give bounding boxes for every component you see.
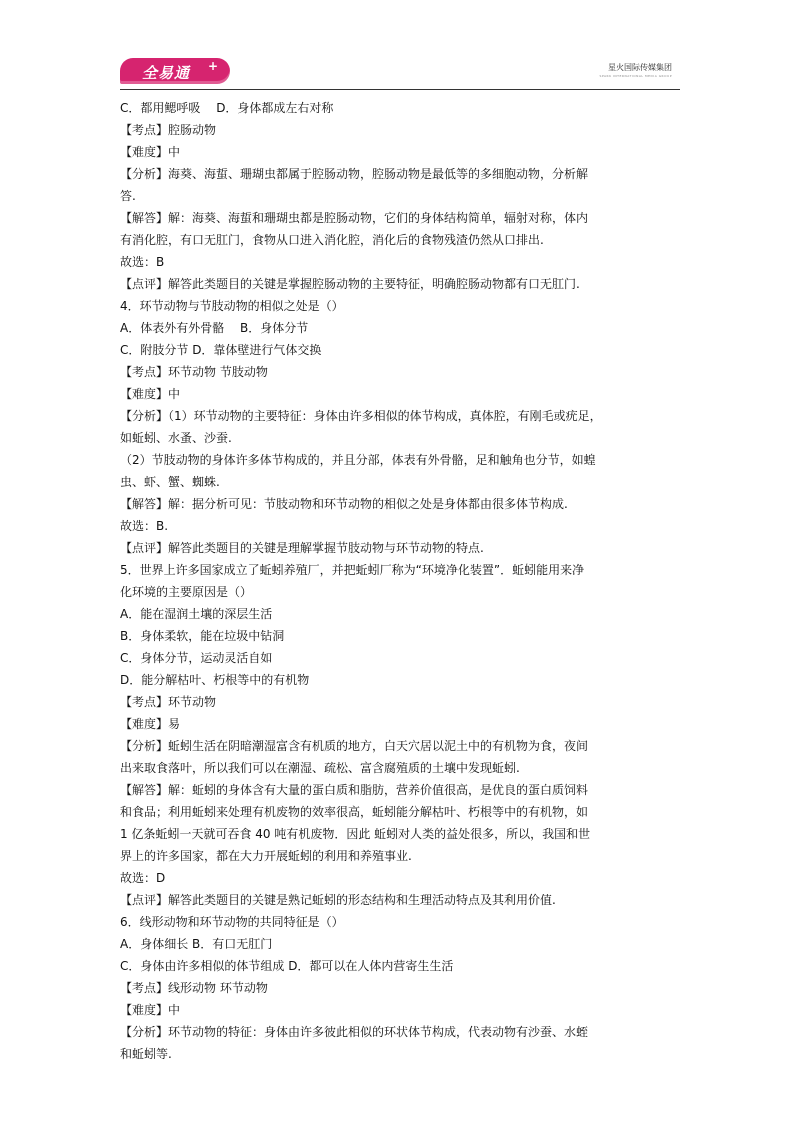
text-line: 答. xyxy=(120,189,136,203)
text-line: C．身体分节，运动灵活自如 xyxy=(120,651,273,665)
page-header xyxy=(120,56,680,88)
text-line: 化环境的主要原因是（） xyxy=(120,585,253,599)
text-line: C．附肢分节 D．靠体壁进行气体交换 xyxy=(120,343,322,357)
header-divider xyxy=(120,89,680,90)
text-line: 界上的许多国家，都在大力开展蚯蚓的利用和养殖事业. xyxy=(120,849,412,863)
text-line: 故选：B. xyxy=(120,519,169,533)
text-line: A．体表外有外骨骼 B．身体分节 xyxy=(120,321,309,335)
text-line: 【难度】易 xyxy=(120,717,181,731)
text-line: 有消化腔，有口无肛门，食物从口进入消化腔，消化后的食物残渣仍然从口排出. xyxy=(120,233,544,247)
text-line: 故选：D xyxy=(120,871,166,885)
text-line: 【解答】解：蚯蚓的身体含有大量的蛋白质和脂肪，营养价值很高，是优良的蛋白质饲料 xyxy=(120,783,589,797)
text-line: 【考点】线形动物 环节动物 xyxy=(120,981,268,995)
text-line: 【考点】环节动物 xyxy=(120,695,217,709)
text-line: 5．世界上许多国家成立了蚯蚓养殖厂，并把蚯蚓厂称为“环境净化装置”．蚯蚓能用来净 xyxy=(120,563,585,577)
text-line: 出来取食落叶，所以我们可以在潮湿、疏松、富含腐殖质的土壤中发现蚯蚓. xyxy=(120,761,520,775)
text-line: 和食品；利用蚯蚓来处理有机废物的效率很高，蚯蚓能分解枯叶、朽根等中的有机物，如 xyxy=(120,805,589,819)
text-line: A．身体细长 B．有口无肛门 xyxy=(120,937,273,951)
text-line: 故选：B xyxy=(120,255,165,269)
text-line: D．能分解枯叶、朽根等中的有机物 xyxy=(120,673,310,687)
text-line: 【点评】解答此类题目的关键是掌握腔肠动物的主要特征，明确腔肠动物都有口无肛门. xyxy=(120,277,580,291)
text-line: 【难度】中 xyxy=(120,387,181,401)
text-line: 如蚯蚓、水蚤、沙蚕. xyxy=(120,431,232,445)
text-line: B．身体柔软，能在垃圾中钻洞 xyxy=(120,629,285,643)
text-line: 【分析】蚯蚓生活在阴暗潮湿富含有机质的地方，白天穴居以泥土中的有机物为食，夜间 xyxy=(120,739,589,753)
text-line: 【分析】环节动物的特征：身体由许多彼此相似的环状体节构成，代表动物有沙蚕、水蛭 xyxy=(120,1025,589,1039)
text-line: 【难度】中 xyxy=(120,1003,181,1017)
text-line: 1 亿条蚯蚓一天就可吞食 40 吨有机废物．因此 蚯蚓对人类的益处很多，所以，我国和世 xyxy=(120,827,591,841)
text-line: 【考点】腔肠动物 xyxy=(120,123,217,137)
text-line: 【点评】解答此类题目的关键是熟记蚯蚓的形态结构和生理活动特点及其利用价值. xyxy=(120,893,556,907)
text-line: C．都用鳃呼吸 D．身体都成左右对称 xyxy=(120,101,334,115)
text-line: 【分析】（1）环节动物的主要特征：身体由许多相似的体节构成，真体腔，有刚毛或疣足， xyxy=(120,409,602,423)
logo-plus-icon: + xyxy=(208,59,219,73)
logo-text: 全易通 xyxy=(142,64,191,82)
text-line: 和蚯蚓等. xyxy=(120,1047,172,1061)
brand-subtitle: SPARK INTERNATIONAL MEDIA GROUP xyxy=(599,74,672,78)
text-line: 【分析】海葵、海蜇、珊瑚虫都属于腔肠动物，腔肠动物是最低等的多细胞动物，分析解 xyxy=(120,167,589,181)
text-line: （2）节肢动物的身体许多体节构成的，并且分部，体表有外骨骼，足和触角也分节，如蝗 xyxy=(120,453,596,467)
text-line: 【点评】解答此类题目的关键是理解掌握节肢动物与环节动物的特点. xyxy=(120,541,484,555)
text-line: 虫、虾、蟹、蜘蛛. xyxy=(120,475,220,489)
document-body xyxy=(120,97,685,1065)
brand-name: 星火国际传媒集团 xyxy=(608,63,672,72)
text-line: C．身体由许多相似的体节组成 D．都可以在人体内营寄生生活 xyxy=(120,959,454,973)
text-line: 6．线形动物和环节动物的共同特征是（） xyxy=(120,915,344,929)
text-line: 4．环节动物与节肢动物的相似之处是（） xyxy=(120,299,344,313)
text-line: 【难度】中 xyxy=(120,145,181,159)
text-line: 【考点】环节动物 节肢动物 xyxy=(120,365,268,379)
text-line: 【解答】解：海葵、海蜇和珊瑚虫都是腔肠动物，它们的身体结构简单，辐射对称，体内 xyxy=(120,211,589,225)
logo xyxy=(120,58,230,84)
text-line: A．能在湿润土壤的深层生活 xyxy=(120,607,273,621)
text-line: 【解答】解：据分析可见：节肢动物和环节动物的相似之处是身体都由很多体节构成. xyxy=(120,497,568,511)
